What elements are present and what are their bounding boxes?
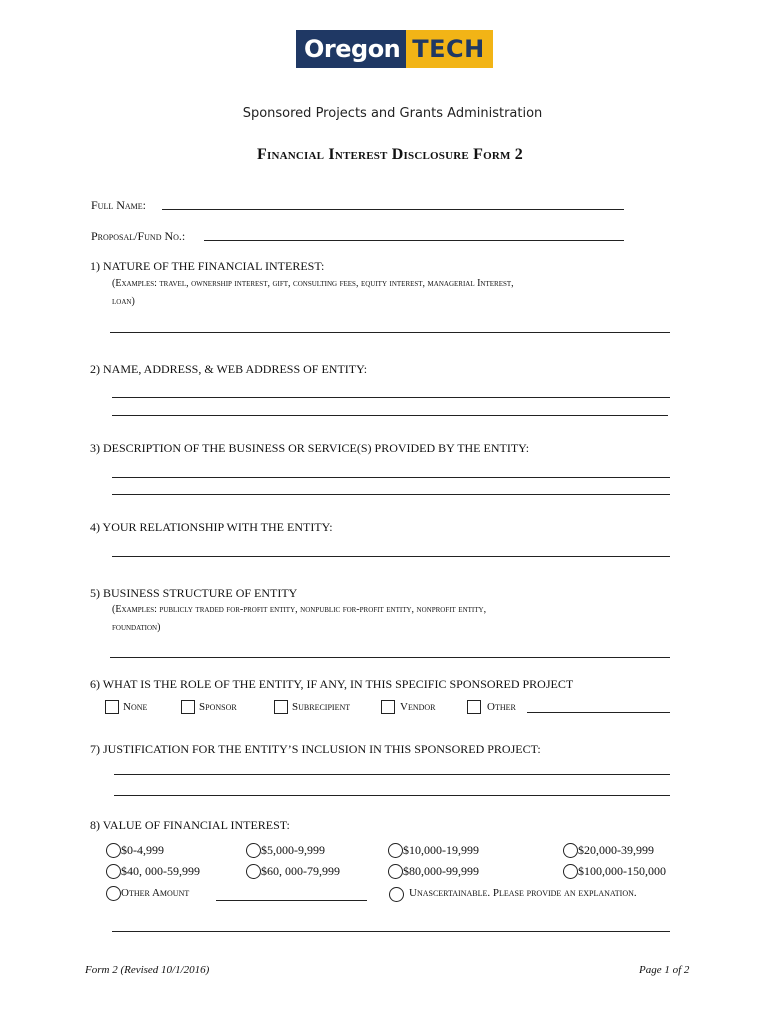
role-other-label: Other	[487, 701, 516, 713]
value-20000-39999-radio[interactable]	[563, 843, 578, 858]
value-unascertainable-radio[interactable]	[389, 887, 404, 902]
section-2-heading: 2) NAME, ADDRESS, & WEB ADDRESS OF ENTITY:	[90, 362, 368, 376]
value-5000-9999-radio[interactable]	[246, 843, 261, 858]
value-10000-19999-radio[interactable]	[388, 843, 403, 858]
value-other-amount-line[interactable]	[216, 900, 367, 901]
section-4-heading: 4) YOUR RELATIONSHIP WITH THE ENTITY:	[90, 520, 333, 534]
value-40000-59999-radio[interactable]	[106, 864, 121, 879]
value-unascertainable-label: Unascertainable. Please provide an explanation.	[409, 887, 637, 899]
section-5-heading: 5) BUSINESS STRUCTURE OF ENTITY	[90, 586, 298, 600]
footer-page-number: Page 1 of 2	[639, 964, 690, 976]
section-8-heading: 8) VALUE OF FINANCIAL INTEREST:	[90, 818, 290, 832]
value-80000-99999-radio[interactable]	[388, 864, 403, 879]
value-other-amount-radio[interactable]	[106, 886, 121, 901]
section-5-answer-line[interactable]	[110, 657, 670, 658]
role-none-checkbox[interactable]	[105, 700, 119, 714]
section-3-answer-line-1[interactable]	[112, 477, 670, 478]
proposal-fund-label: Proposal/Fund No.:	[91, 229, 186, 243]
footer-form-revision: Form 2 (Revised 10/1/2016)	[85, 964, 210, 976]
value-60000-79999-radio[interactable]	[246, 864, 261, 879]
section-2-answer-line-2[interactable]	[112, 415, 668, 416]
section-5-examples-cont: foundation)	[112, 622, 161, 633]
value-100000-150000-label: $100,000-150,000	[578, 864, 666, 878]
section-7-answer-line-2[interactable]	[114, 795, 670, 796]
section-3-heading: 3) DESCRIPTION OF THE BUSINESS OR SERVICE(S) PROVIDED BY THE ENTITY:	[90, 441, 530, 455]
role-sponsor-checkbox[interactable]	[181, 700, 195, 714]
form-title: Financial Interest Disclosure Form 2	[257, 146, 523, 163]
role-sponsor-label: Sponsor	[199, 701, 237, 713]
role-other-specify-line[interactable]	[527, 712, 670, 713]
section-7-heading: 7) JUSTIFICATION FOR THE ENTITY’S INCLUSION IN THIS SPONSORED PROJECT:	[90, 742, 541, 756]
proposal-fund-field[interactable]	[204, 240, 624, 241]
section-2-answer-line-1[interactable]	[112, 397, 670, 398]
section-7-answer-line-1[interactable]	[114, 774, 670, 775]
role-subrecipient-label: Subrecipient	[292, 701, 351, 713]
section-1-heading: 1) NATURE OF THE FINANCIAL INTEREST:	[90, 259, 325, 273]
logo-part-tech: TECH	[406, 30, 492, 68]
role-vendor-checkbox[interactable]	[381, 700, 395, 714]
value-100000-150000-radio[interactable]	[563, 864, 578, 879]
value-0-4999-radio[interactable]	[106, 843, 121, 858]
value-10000-19999-label: $10,000-19,999	[403, 843, 479, 857]
role-vendor-label: Vendor	[400, 701, 436, 713]
department-name: Sponsored Projects and Grants Administration	[242, 106, 543, 121]
value-20000-39999-label: $20,000-39,999	[578, 843, 654, 857]
role-subrecipient-checkbox[interactable]	[274, 700, 288, 714]
oregon-tech-logo	[296, 30, 493, 68]
section-1-answer-line[interactable]	[110, 332, 670, 333]
section-6-heading: 6) WHAT IS THE ROLE OF THE ENTITY, IF ANY, IN THIS SPECIFIC SPONSORED PROJECT	[90, 677, 574, 691]
value-40000-59999-label: $40, 000-59,999	[121, 864, 200, 878]
value-0-4999-label: $0-4,999	[121, 843, 164, 857]
value-5000-9999-label: $5,000-9,999	[261, 843, 325, 857]
section-8-explanation-line[interactable]	[112, 931, 670, 932]
logo-part-oregon: Oregon	[296, 30, 406, 68]
section-1-examples: (Examples: travel, ownership interest, gift, consulting fees, equity interest, managerial Interest,	[112, 278, 514, 289]
value-60000-79999-label: $60, 000-79,999	[261, 864, 340, 878]
value-other-amount-label: Other Amount	[121, 887, 190, 899]
value-80000-99999-label: $80,000-99,999	[403, 864, 479, 878]
section-3-answer-line-2[interactable]	[112, 494, 670, 495]
section-5-examples: (Examples: publicly traded for-profit entity, nonpublic for-profit entity, nonprofit entity,	[112, 604, 487, 615]
role-none-label: None	[123, 701, 148, 713]
section-4-answer-line[interactable]	[112, 556, 670, 557]
full-name-label: Full Name:	[91, 198, 147, 212]
role-other-checkbox[interactable]	[467, 700, 481, 714]
section-1-examples-cont: loan)	[112, 296, 135, 307]
full-name-field[interactable]	[162, 209, 624, 210]
